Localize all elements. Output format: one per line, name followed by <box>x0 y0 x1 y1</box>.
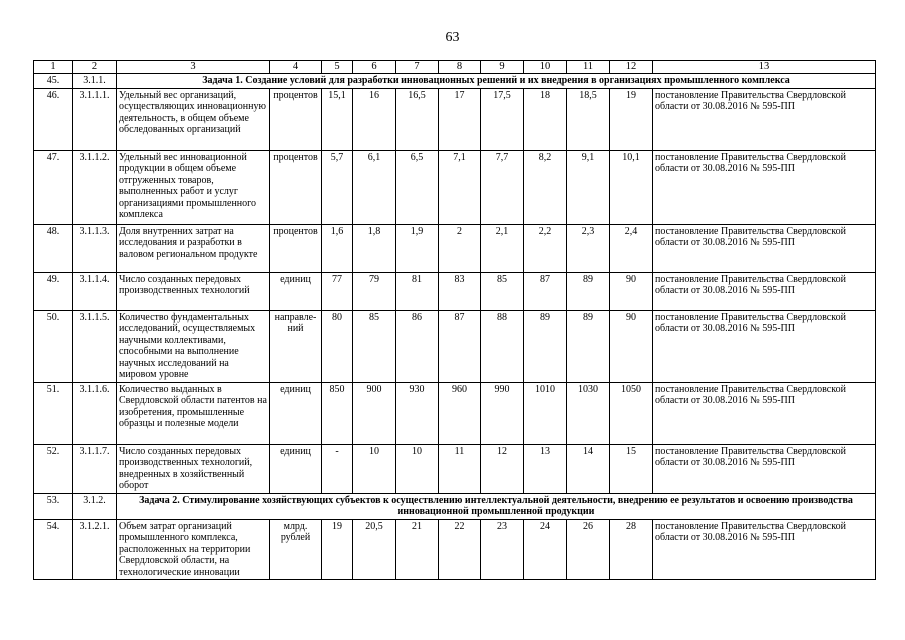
value-cell: 89 <box>567 272 610 310</box>
header-cell: 7 <box>396 61 439 74</box>
value-cell: 87 <box>524 272 567 310</box>
value-cell: 2,4 <box>610 224 653 272</box>
header-cell: 3 <box>117 61 270 74</box>
unit-cell: процентов <box>270 88 322 150</box>
value-cell: 10 <box>396 444 439 493</box>
row-code: 3.1.1.4. <box>73 272 117 310</box>
header-cell: 10 <box>524 61 567 74</box>
value-cell: 87 <box>439 310 481 382</box>
source-document: постановление Правительства Свердловской области от 30.08.2016 № 595-ПП <box>653 519 876 580</box>
page-number: 63 <box>445 30 460 45</box>
indicator-name: Удельный вес инновационной продукции в общем объеме отгруженных товаров, выполненных работ и услуг организациями промышленного комплекса <box>117 150 270 224</box>
value-cell: 850 <box>322 382 353 444</box>
value-cell: 2,2 <box>524 224 567 272</box>
value-cell: 86 <box>396 310 439 382</box>
value-cell: 17 <box>439 88 481 150</box>
source-document: постановление Правительства Свердловской области от 30.08.2016 № 595-ПП <box>653 150 876 224</box>
value-cell: 6,1 <box>353 150 396 224</box>
row-code: 3.1.2.1. <box>73 519 117 580</box>
value-cell: 1,8 <box>353 224 396 272</box>
value-cell: 90 <box>610 272 653 310</box>
table-row <box>34 382 876 444</box>
value-cell: 12 <box>481 444 524 493</box>
header-cell: 9 <box>481 61 524 74</box>
value-cell: 1,6 <box>322 224 353 272</box>
header-row <box>34 61 876 74</box>
source-document: постановление Правительства Свердловской области от 30.08.2016 № 595-ПП <box>653 444 876 493</box>
indicator-name: Объем затрат организаций промышленного комплекса, расположенных на территории Свердловской области, на технологические инновации <box>117 519 270 580</box>
unit-cell: процентов <box>270 150 322 224</box>
value-cell: 900 <box>353 382 396 444</box>
header-cell: 13 <box>653 61 876 74</box>
indicator-name: Число созданных передовых производственных технологий, внедренных в хозяйственный оборот <box>117 444 270 493</box>
value-cell: 79 <box>353 272 396 310</box>
value-cell: 90 <box>610 310 653 382</box>
header-cell: 8 <box>439 61 481 74</box>
value-cell: 15 <box>610 444 653 493</box>
row-code: 3.1.1.1. <box>73 88 117 150</box>
header-cell: 12 <box>610 61 653 74</box>
task-title: Задача 1. Создание условий для разработки инновационных решений и их внедрения в организациях промышленного комплекса <box>117 74 876 89</box>
row-number: 47. <box>34 150 73 224</box>
row-code: 3.1.2. <box>73 493 117 519</box>
row-number: 52. <box>34 444 73 493</box>
value-cell: 18 <box>524 88 567 150</box>
value-cell: 1,9 <box>396 224 439 272</box>
table-row <box>34 310 876 382</box>
table-row <box>34 444 876 493</box>
value-cell: 23 <box>481 519 524 580</box>
value-cell: 14 <box>567 444 610 493</box>
row-number: 54. <box>34 519 73 580</box>
header-cell: 4 <box>270 61 322 74</box>
value-cell: 89 <box>524 310 567 382</box>
value-cell: 11 <box>439 444 481 493</box>
unit-cell: единиц <box>270 444 322 493</box>
header-cell: 6 <box>353 61 396 74</box>
task-row <box>34 493 876 519</box>
value-cell: 13 <box>524 444 567 493</box>
value-cell: 77 <box>322 272 353 310</box>
indicator-name: Число созданных передовых производственных технологий <box>117 272 270 310</box>
value-cell: 19 <box>322 519 353 580</box>
indicators-table <box>33 60 876 580</box>
table-row <box>34 224 876 272</box>
value-cell: 17,5 <box>481 88 524 150</box>
value-cell: 19 <box>610 88 653 150</box>
value-cell: 83 <box>439 272 481 310</box>
value-cell: 89 <box>567 310 610 382</box>
value-cell: 85 <box>353 310 396 382</box>
value-cell: 22 <box>439 519 481 580</box>
value-cell: 5,7 <box>322 150 353 224</box>
row-number: 50. <box>34 310 73 382</box>
row-number: 48. <box>34 224 73 272</box>
source-document: постановление Правительства Свердловской области от 30.08.2016 № 595-ПП <box>653 224 876 272</box>
row-number: 51. <box>34 382 73 444</box>
value-cell: 2,3 <box>567 224 610 272</box>
row-code: 3.1.1.6. <box>73 382 117 444</box>
value-cell: 1010 <box>524 382 567 444</box>
task-row <box>34 74 876 89</box>
header-cell: 1 <box>34 61 73 74</box>
indicator-name: Удельный вес организаций, осуществляющих инновационную деятельность, в общем объеме обследованных организаций <box>117 88 270 150</box>
value-cell: 21 <box>396 519 439 580</box>
row-code: 3.1.1. <box>73 74 117 89</box>
row-code: 3.1.1.2. <box>73 150 117 224</box>
value-cell: 990 <box>481 382 524 444</box>
row-code: 3.1.1.5. <box>73 310 117 382</box>
unit-cell: направле-ний <box>270 310 322 382</box>
row-number: 46. <box>34 88 73 150</box>
value-cell: 9,1 <box>567 150 610 224</box>
value-cell: 960 <box>439 382 481 444</box>
value-cell: 15,1 <box>322 88 353 150</box>
table-row <box>34 88 876 150</box>
source-document: постановление Правительства Свердловской области от 30.08.2016 № 595-ПП <box>653 382 876 444</box>
indicator-name: Количество выданных в Свердловской области патентов на изобретения, промышленные образцы и полезные модели <box>117 382 270 444</box>
table-row <box>34 150 876 224</box>
source-document: постановление Правительства Свердловской области от 30.08.2016 № 595-ПП <box>653 272 876 310</box>
value-cell: 28 <box>610 519 653 580</box>
value-cell: 18,5 <box>567 88 610 150</box>
row-code: 3.1.1.3. <box>73 224 117 272</box>
unit-cell: единиц <box>270 272 322 310</box>
value-cell: 20,5 <box>353 519 396 580</box>
table-row <box>34 519 876 580</box>
value-cell: 26 <box>567 519 610 580</box>
header-cell: 2 <box>73 61 117 74</box>
value-cell: 6,5 <box>396 150 439 224</box>
value-cell: 10,1 <box>610 150 653 224</box>
indicator-name: Количество фундаментальных исследований, осуществляемых научными коллективами, способными на выполнение научных исследований на мировом уровне <box>117 310 270 382</box>
value-cell: 930 <box>396 382 439 444</box>
value-cell: - <box>322 444 353 493</box>
header-cell: 5 <box>322 61 353 74</box>
unit-cell: единиц <box>270 382 322 444</box>
header-cell: 11 <box>567 61 610 74</box>
value-cell: 88 <box>481 310 524 382</box>
value-cell: 80 <box>322 310 353 382</box>
value-cell: 24 <box>524 519 567 580</box>
unit-cell: процентов <box>270 224 322 272</box>
value-cell: 7,7 <box>481 150 524 224</box>
value-cell: 81 <box>396 272 439 310</box>
table-row <box>34 272 876 310</box>
source-document: постановление Правительства Свердловской области от 30.08.2016 № 595-ПП <box>653 310 876 382</box>
row-number: 49. <box>34 272 73 310</box>
value-cell: 1050 <box>610 382 653 444</box>
source-document: постановление Правительства Свердловской области от 30.08.2016 № 595-ПП <box>653 88 876 150</box>
row-number: 45. <box>34 74 73 89</box>
task-title: Задача 2. Стимулирование хозяйствующих субъектов к осуществлению интеллектуальной деятельности, внедрению ее результатов и освоению производства инновационной промышленной продукции <box>117 493 876 519</box>
value-cell: 2,1 <box>481 224 524 272</box>
value-cell: 1030 <box>567 382 610 444</box>
value-cell: 16 <box>353 88 396 150</box>
value-cell: 10 <box>353 444 396 493</box>
unit-cell: млрд. рублей <box>270 519 322 580</box>
row-code: 3.1.1.7. <box>73 444 117 493</box>
row-number: 53. <box>34 493 73 519</box>
value-cell: 8,2 <box>524 150 567 224</box>
indicator-name: Доля внутренних затрат на исследования и разработки в валовом региональном продукте <box>117 224 270 272</box>
value-cell: 85 <box>481 272 524 310</box>
value-cell: 2 <box>439 224 481 272</box>
value-cell: 7,1 <box>439 150 481 224</box>
value-cell: 16,5 <box>396 88 439 150</box>
